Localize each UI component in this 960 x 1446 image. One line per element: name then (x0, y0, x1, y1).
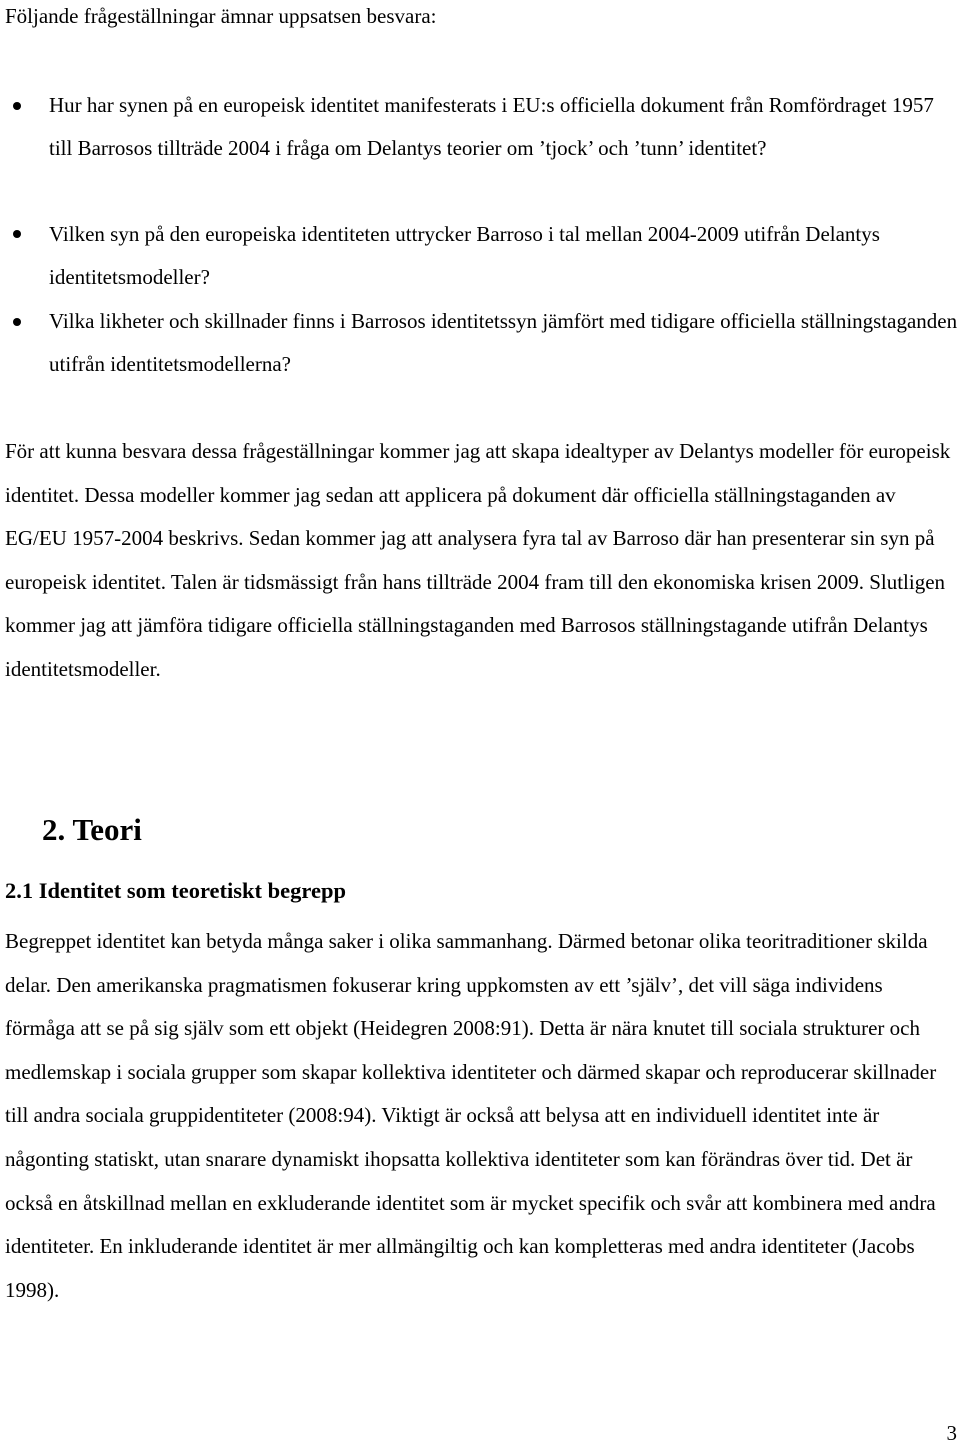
question-text: Hur har synen på en europeisk identitet manifesterats i EU:s officiella dokument från Romfördraget 1957 till Barrosos tillträde 2004 i fråga om Delantys teorier om ’tjock’ och ’tunn’ identitet? (49, 93, 934, 160)
bullet-icon (13, 230, 21, 238)
theory-paragraph: Begreppet identitet kan betyda många saker i olika sammanhang. Därmed betonar olika teoritraditioner skilda delar. Den amerikanska pragmatismen fokuserar kring uppkomsten av ett ’själv’, det vill säga individens förmåga att se på sig själv som ett objekt (Heidegren 2008:91). Detta är nära knutet till sociala strukturer och medlemskap i sociala grupper som skapar kollektiva identiteter och därmed skapar och reproducerar skillnader till andra sociala gruppidentiteter (2008:94). Viktigt är också att belysa att en individuell identitet inte är någonting statiskt, utan snarare dynamiskt ihopsatta kollektiva identiteter som kan förändras över tid. Det är också en åtskillnad mellan en exkluderande identitet som är mycket specifik och svår att kombinera med andra identiteter. En inkluderande identitet är mer allmängiltig och kan kompletteras med andra identiteter (Jacobs 1998). (5, 929, 937, 1302)
page-number: 3 (946, 1421, 957, 1445)
subsection-heading: 2.1 Identitet som teoretiskt begrepp (5, 878, 347, 903)
bullet-icon (13, 318, 21, 326)
bullet-icon (13, 102, 21, 110)
section-heading: 2. Teori (42, 812, 142, 847)
question-text: Vilka likheter och skillnader finns i Barrosos identitetssyn jämfört med tidigare officiella ställningstaganden utifrån identitetsmodellerna? (49, 309, 958, 376)
method-paragraph: För att kunna besvara dessa frågeställningar kommer jag att skapa idealtyper av Delantys modeller för europeisk identitet. Dessa modeller kommer jag sedan att applicera på dokument där officiella ställningstaganden av EG/EU 1957-2004 beskrivs. Sedan kommer jag att analysera fyra tal av Barroso där han presenterar sin syn på europeisk identitet. Talen är tidsmässigt från hans tillträde 2004 fram till den ekonomiska krisen 2009. Slutligen kommer jag att jämföra tidigare officiella ställningstaganden med Barrosos ställningstagande utifrån Delantys identitetsmodeller. (5, 439, 951, 681)
question-text: Vilken syn på den europeiska identiteten uttrycker Barroso i tal mellan 2004-2009 utifrån Delantys identitetsmodeller? (49, 222, 880, 289)
intro-line: Följande frågeställningar ämnar uppsatsen besvara: (5, 4, 437, 28)
